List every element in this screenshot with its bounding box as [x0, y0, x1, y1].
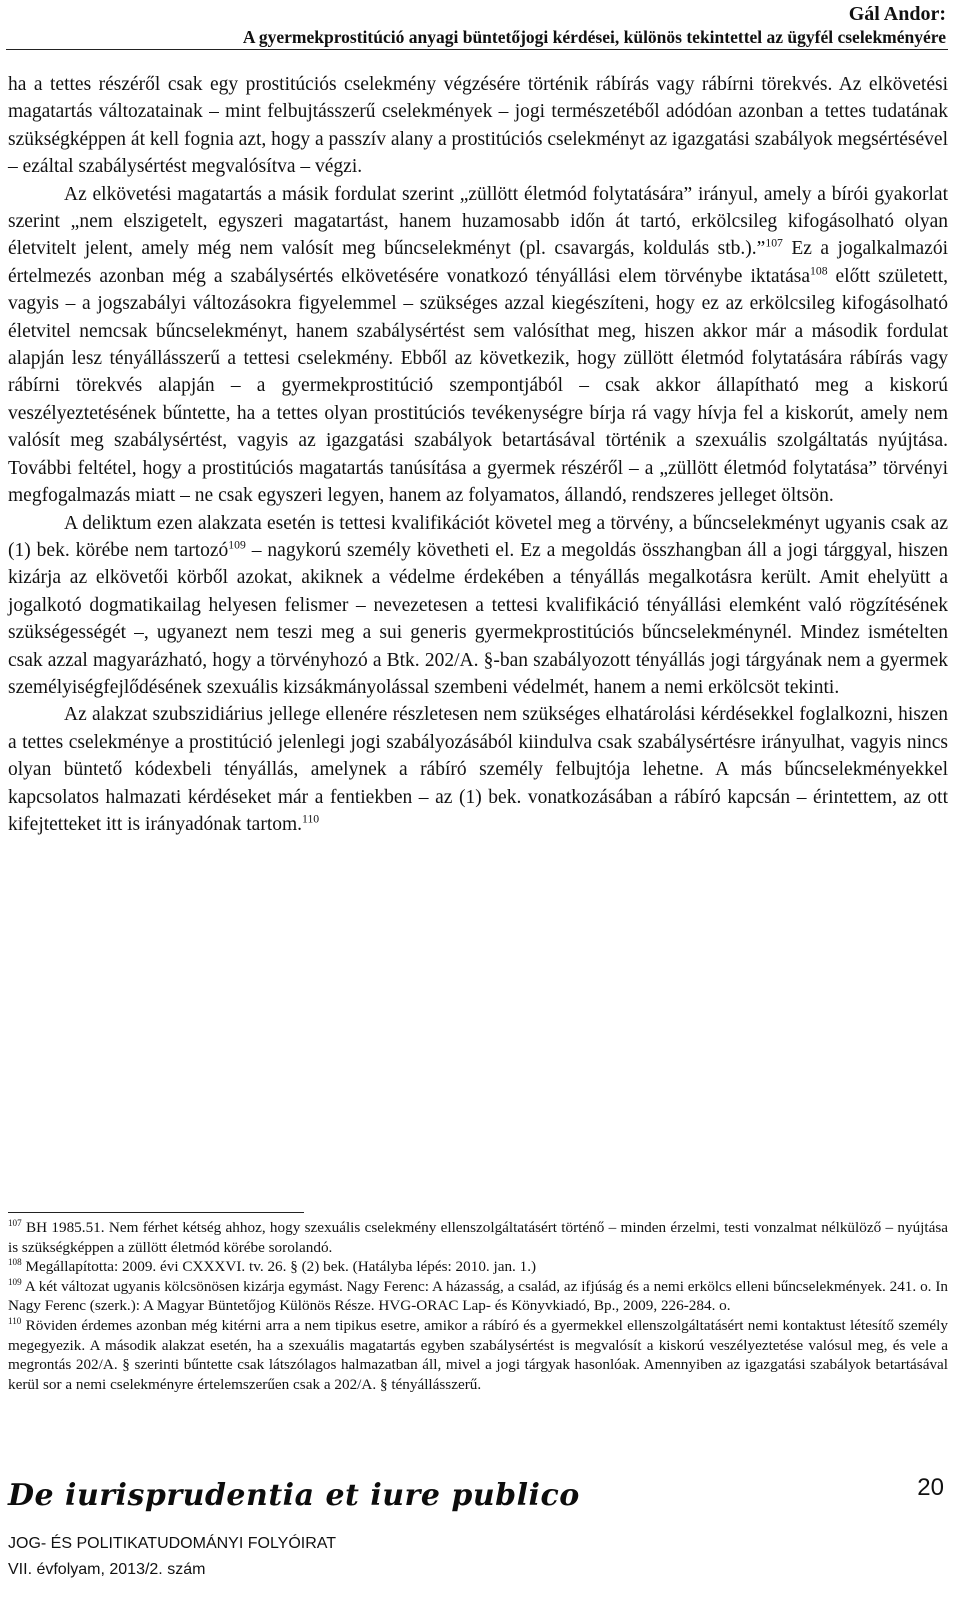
paragraph-1	[8, 71, 948, 181]
paragraph-2-text-b: Ez a jogalkalmazói értelmezés azonban még a szabálysértés elkövetésére vonatkozó tényállási elem törvénybe iktatása	[8, 238, 948, 287]
running-header	[40, 2, 946, 48]
paragraph-3-text-b: – nagykorú személy követheti el. Ez a megoldás összhangban áll a jogi tárggyal, hiszen kizárja az elkövetői körből azokat, akiknek a védelme érdekében a tényállás megalkotásra került. Amit ehelyütt a jogalkotó dogmatikailag helyesen felismer – nevezetesen a tettesi kvalifikáció tényállási elemként való rögzítésének szükségességét –, ugyanezt nem teszi meg a sui generis gyermekprostitúciós bűncselekménynél. Mindez ismételten csak azzal magyarázható, hogy a törvényhozó a Btk. 202/A. §-ban szabályozott tényállás jogi tárgyának nem a gyermek személyiségfejlődésének szexuális kizsákmányolással szembeni védelmét, hanem a nemi erkölcsöt tekinti.	[8, 539, 948, 698]
paragraph-3-text-a: A deliktum ezen alakzata esetén is tettesi kvalifikációt követel meg a törvény, a bűncselekményt ugyanis csak az (1) bek. körébe nem tartozó	[8, 512, 948, 561]
footnotes	[8, 1218, 948, 1394]
paragraph-2	[8, 181, 948, 510]
header-divider	[6, 49, 948, 50]
journal-volume: VII. évfolyam, 2013/2. szám	[8, 1561, 206, 1578]
footnote-number: 107	[8, 1217, 22, 1228]
journal-title: De iurisprudentia et iure publico	[8, 1478, 580, 1513]
footnote-ref-110[interactable]: 110	[302, 812, 320, 826]
paragraph-4	[8, 701, 948, 838]
footnote-ref-107[interactable]: 107	[765, 236, 783, 250]
journal-info	[8, 1531, 336, 1583]
body-text	[8, 71, 948, 838]
footnote-109	[8, 1277, 948, 1316]
footnote-text: Megállapította: 2009. évi CXXXVI. tv. 26. § (2) bek. (Hatályba lépés: 2010. jan. 1.)	[21, 1258, 537, 1276]
footnote-number: 108	[8, 1257, 22, 1268]
footnote-ref-109[interactable]: 109	[228, 538, 246, 552]
journal-subtitle: JOG- ÉS POLITIKATUDOMÁNYI FOLYÓIRAT	[8, 1535, 337, 1552]
paragraph-2-text-c: előtt született, vagyis – a jogszabályi változásokra figyelemmel – szükséges azzal kiegészíteni, hogy ez az erkölcsileg kifogásolható életvitel nemcsak bűncselekményt, hanem szabálysértést sem valósíthat meg, hiszen akkor már a második fordulat alapján lesz tényállásszerű a tettesi cselekmény. Ebből az következik, hogy züllött életmód folytatására rábírás vagy rábírni törekvés alapján – a gyermekprostitúció szempontjából – csak akkor állapítható meg a kiskorú veszélyeztetésének bűntette, ha a tettes olyan prostitúciós tevékenységre bírja rá vagy hívja fel a kiskorút, amely nem valósít meg szabálysértést, vagyis az igazgatási szabályok betartásával történik a szexuális szolgáltatás nyújtása. További feltétel, hogy a prostitúciós magatartás tanúsítása a gyermek részéről – a „züllött életmód folytatása” törvényi megfogalmazás miatt – ne csak egyszeri legyen, hanem az folyamatos, állandó, rendszeres jelleget öltsön.	[8, 265, 948, 507]
paragraph-2-text-a: Az elkövetési magatartás a másik fordulat szerint „züllött életmód folytatására” irányul, amely a bírói gyakorlat szerint „nem elszigetelt, egyszeri magatartást, hanem huzamosabb időn át tartó, erkölcsileg kifogásolható olyan életvitelt jelent, amely még nem valósít meg bűncselekményt (pl. csavargás, koldulás stb.).”	[8, 183, 948, 260]
paragraph-3	[8, 510, 948, 702]
paragraph-1-text: ha a tettes részéről csak egy prostitúciós cselekmény végzésére történik rábírás vagy rábírni törekvés. Az elkövetési magatartás változatainak – mint felbujtásszerű cselekmények – jogi természetéből adódóan azonban a tettes tudatának szükségképpen át kell fognia azt, hogy a passzív alany a prostitúciós cselekményt az igazgatási szabályok megsértésével – ezáltal szabálysértést megvalósítva – végzi.	[8, 74, 948, 178]
header-author: Gál Andor:	[848, 3, 946, 25]
footnote-number: 109	[8, 1276, 22, 1287]
footnote-ref-108[interactable]: 108	[810, 264, 828, 278]
header-title: A gyermekprostitúció anyagi büntetőjogi kérdései, különös tekintettel az ügyfél cselekményére	[242, 27, 946, 47]
footnote-text: BH 1985.51. Nem férhet kétség ahhoz, hogy szexuális cselekmény ellenszolgáltatásért történő – minden érzelmi, testi vonzalmat nélkülöző – nyújtása is szükségképpen a züllött életmód körébe sorolandó.	[8, 1219, 948, 1256]
footnote-107	[8, 1218, 948, 1257]
footnote-108	[8, 1257, 948, 1277]
footnote-text: A két változat ugyanis kölcsönösen kizárja egymást. Nagy Ferenc: A házasság, a család, az ifjúság és a nemi erkölcs elleni bűncselekmények. 241. o. In Nagy Ferenc (szerk.): A Magyar Büntetőjog Különös Része. HVG-ORAC Lap- és Könyvkiadó, Bp., 2009, 226-284. o.	[8, 1277, 948, 1315]
footnote-number: 110	[8, 1315, 22, 1326]
footnote-separator	[8, 1212, 304, 1213]
paragraph-4-text: Az alakzat szubszidiárius jellege ellenére részletesen nem szükséges elhatárolási kérdésekkel foglalkozni, hiszen a tettes cselekménye a prostitúció jelenlegi jogi szabályozásából kiindulva csak szabálysértésre irányulhat, vagyis nincs olyan büntető kódexbeli tényállás, amelynek a rábíró személy felbujtója lehetne. A más bűncselekményekkel kapcsolatos halmazati kérdéseket már a fentiekben – az (1) bek. vonatkozásában a rábíró kapcsán – érintettem, az ott kifejtetteket itt is irányadónak tartom.	[8, 704, 948, 835]
page-number: 20	[917, 1474, 944, 1501]
footnote-110	[8, 1316, 948, 1394]
footnote-text: Röviden érdemes azonban még kitérni arra a nem tipikus esetre, amikor a rábíró és a gyermekkel ellenszolgáltatásért nemi kontaktust létesítő személy megegyezik. A második alakzat esetén, ha a szexuális magatartás egyben szabálysértést is megvalósít a kiskorú veszélyeztetése valósul meg, és vele a megrontás 202/A. § szerinti bűntette csak látszólagos halmazatban áll, mivel a jogi tárgyak hasonlóak. Amennyiben az igazgatási szabályok betartásával kerül sor a nemi cselekményre értelemszerűen csak a 202/A. § tényállásszerű.	[8, 1316, 948, 1393]
